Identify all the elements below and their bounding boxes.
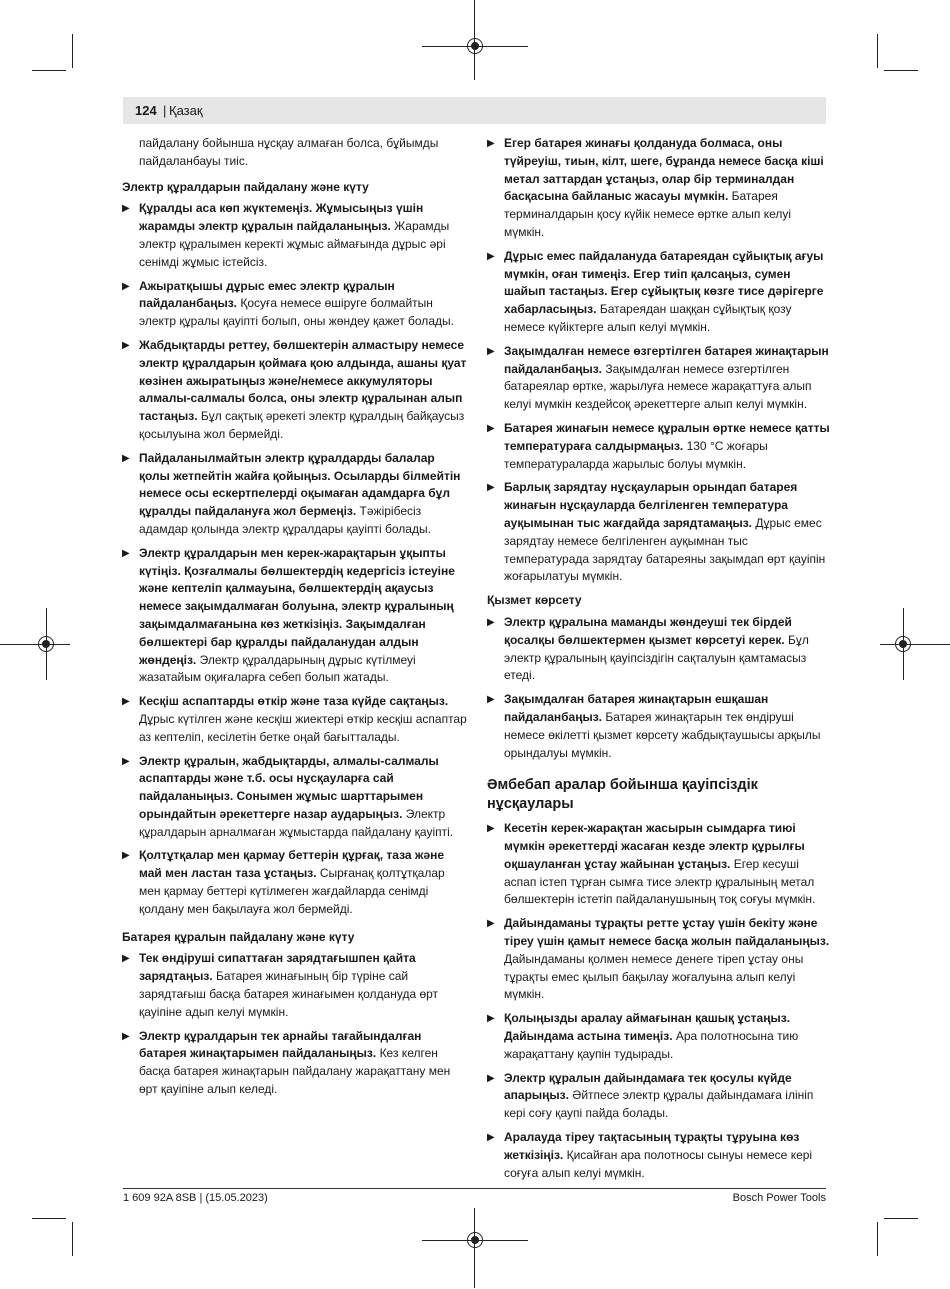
registration-mark-icon <box>467 1232 483 1248</box>
safety-instruction-item <box>122 950 467 1021</box>
bullet-arrow-icon: ▶ <box>122 755 130 767</box>
instruction-bold: Электр құралдарын тек арнайы тағайындалған батарея жинақтарымен пайдаланыңыз. <box>139 1028 422 1061</box>
footer-brand: Bosch Power Tools <box>732 1192 826 1204</box>
crop-mark <box>880 644 950 645</box>
intro-paragraph: пайдалану бойынша нұсқау алмаған болса, бұйымды пайдаланбауы тиіс. <box>139 136 439 168</box>
registration-mark-icon <box>895 636 911 652</box>
footer-divider <box>123 1188 826 1189</box>
instruction-text: Дайындаманы қолмен немесе денеге тіреп ұстау оны тұрақты емес қылып бақылау жоғалуына алып келуі мүмкін. <box>504 951 804 1002</box>
safety-instruction-item <box>487 248 832 337</box>
crop-mark <box>884 1218 918 1219</box>
crop-mark <box>0 644 70 645</box>
instruction-text: Қисайған ара полотносы сынуы немесе кері соғуға алып келуі мүмкін. <box>504 1147 813 1180</box>
instruction-text: Зақымдалған немесе өзгертілген батареялар өртке, жарылуға немесе жарақаттуға алып келуі мүмкін кездейсоқ әрекеттерге алып келуі мүмкін. <box>504 361 812 412</box>
instruction-bold: Батарея жинағын немесе құралын өртке немесе қатты температураға салдырмаңыз. <box>504 420 830 453</box>
safety-instruction-item <box>487 915 832 1004</box>
safety-instruction-item <box>122 278 467 331</box>
crop-mark <box>72 1222 73 1256</box>
instruction-bold: Зақымдалған немесе өзгертілген батарея жинақтарын пайдаланбаңыз. <box>504 343 829 376</box>
bullet-arrow-icon: ▶ <box>487 138 495 149</box>
instruction-bold: Дұрыс емес пайдалануда батареядан сұйықтық ағуы мүмкін, оған тимеңіз. Егер тиіп қалсаңыз, сумен шайып тастаңыз. Егер сұйықтық көзге тисе дәрігерге хабарласыңыз. <box>504 248 824 317</box>
bullet-arrow-icon: ▶ <box>122 696 130 708</box>
bullet-arrow-icon: ▶ <box>487 422 495 434</box>
registration-mark-icon <box>38 636 54 652</box>
bullet-arrow-icon: ▶ <box>487 1132 495 1144</box>
bullet-arrow-icon: ▶ <box>122 280 130 292</box>
safety-instruction-item <box>487 1010 832 1063</box>
crop-mark <box>32 70 66 71</box>
instruction-bold: Электр құралын дайындамаға тек қосулы күйде апарыңыз. <box>504 1070 792 1103</box>
bullet-arrow-icon: ▶ <box>487 918 495 930</box>
instruction-bold: Пайдаланылмайтын электр құралдарды балалар қолы жетпейтін жайға қойыңыз. Осыларды білмейтін немесе осы ескертпелерді оқымаған адамдарға бұл құралды пайдалануға жол бермеңіз. <box>139 450 461 519</box>
bullet-arrow-icon: ▶ <box>487 1072 495 1084</box>
registration-mark-icon <box>467 38 483 54</box>
bullet-arrow-icon: ▶ <box>122 339 130 351</box>
right-column <box>487 135 832 1188</box>
instruction-bold: Электр құралын, жабдықтарды, алмалы-салмалы аспаптарды және т.б. осы нұсқауларға сай пайдаланыңыз. Сонымен жұмыс шарттарымен орындайтын әрекеттерге назар аударыңыз. <box>139 753 439 821</box>
section-heading: Электр құралдарын пайдалану және күту <box>122 179 369 194</box>
instruction-text: Ара полотносына тию жарақаттану қаупін тудырады. <box>504 1029 799 1061</box>
bullet-arrow-icon: ▶ <box>487 345 495 357</box>
section-heading: Батарея құралын пайдалану және күту <box>122 929 355 944</box>
bullet-arrow-icon: ▶ <box>487 1013 495 1025</box>
safety-instruction-item <box>487 135 832 242</box>
section-title: Әмбебап аралар бойынша қауіпсіздік нұсқаулары <box>487 777 758 813</box>
bullet-arrow-icon: ▶ <box>487 250 495 262</box>
left-column <box>122 135 467 1105</box>
instruction-bold: Жабдықтарды реттеу, бөлшектерін алмастыру немесе электр құралдарын қоймаға қою алдында, ашаны қуат көзінен ажыратыңыз және/немесе аккумуляторы алмалы-салмалы болса, оны электр құралынан алып тастаңыз. <box>139 337 467 424</box>
safety-instruction-item <box>487 1129 832 1182</box>
crop-mark <box>877 1222 878 1256</box>
instruction-text: Электр құралдарын арналмаған жұмыстарда пайдалану қауіпті. <box>139 806 454 839</box>
instruction-text: Электр құралдарының дұрыс күтілмеуі жазатайым оқиғаларға себеп болып жатады. <box>139 652 416 685</box>
instruction-text: Батарея терминалдарын қосу күйік немесе өртке алып келуі мүмкін. <box>504 189 792 239</box>
safety-instruction-item <box>122 693 467 746</box>
bullet-arrow-icon: ▶ <box>122 953 130 965</box>
footer-doc-code: 1 609 92A 8SB | (15.05.2023) <box>123 1192 268 1204</box>
crop-mark <box>884 70 918 71</box>
instruction-bold: Дайындаманы тұрақты ретте ұстау үшін бекіту және тіреу үшін қамыт немесе басқа жолын пайдаланыңыз. <box>504 916 830 949</box>
instruction-bold: Құралды аса көп жүктемеңіз. Жұмысыңыз үшін жарамды электр құралын пайдаланыңыз. <box>139 201 424 234</box>
crop-mark <box>474 1208 475 1288</box>
bullet-arrow-icon: ▶ <box>122 452 130 464</box>
safety-instruction-item <box>487 691 832 762</box>
instruction-text: Әйтпесе электр құралы дайындамаға ілініп кері соғу қаупі пайда болады. <box>504 1088 814 1121</box>
instruction-text: Тәжірібесіз адамдар қолында электр құралдары қауіпті болады. <box>139 504 431 536</box>
instruction-bold: Электр құралдарын мен керек-жарақтарын ұқыпты күтіңіз. Қозғалмалы бөлшектердің кедергісіз істеуіне және кептеліп қалмауына, бөлшектердің ақаусыз немесе зақымдалмаған болуына, электр құралының зақымдалмағанына көз жеткізіңіз. Зақымдалған бөлшектері бар құралды пайдаланудан алдын жөндеңіз. <box>139 545 455 667</box>
safety-instruction-item <box>487 1070 832 1123</box>
instruction-bold: Электр құралына маманды жөндеуші тек бірдей қосалқы бөлшектермен қызмет көрсетуі керек. <box>504 614 792 647</box>
safety-instruction-item <box>487 420 832 473</box>
bullet-arrow-icon: ▶ <box>122 1030 130 1042</box>
instruction-text: 130 °C жоғары температураларда жарылыс болуы мүмкін. <box>504 438 768 471</box>
instruction-text: Бұл сақтық әрекеті электр құралдың байқаусыз қосылуына жол бермейді. <box>139 409 465 441</box>
bullet-arrow-icon: ▶ <box>487 616 495 628</box>
instruction-bold: Кесетін керек-жарақтан жасырын сымдарға тиюі мүмкін әрекеттерді жасаған кезде электр құрылғы оқшауланған ұстау жайынан ұстаңыз. <box>504 821 805 871</box>
instruction-text: Батареядан шаққан сұйықтық қозу немесе күйіктерге алып келуі мүмкін. <box>504 302 792 334</box>
safety-instruction-item <box>122 337 467 444</box>
safety-instruction-item <box>122 847 467 918</box>
instruction-bold: Ажыратқышы дұрыс емес электр құралын пайдаланбаңыз. <box>139 278 395 311</box>
safety-instruction-item <box>122 753 467 842</box>
page-language: Қазақ <box>169 103 203 118</box>
crop-mark <box>877 34 878 68</box>
bullet-arrow-icon: ▶ <box>122 203 130 215</box>
bullet-arrow-icon: ▶ <box>122 547 130 559</box>
header-separator: | <box>163 103 167 118</box>
bullet-arrow-icon: ▶ <box>487 482 495 494</box>
crop-mark <box>72 34 73 68</box>
safety-instruction-item <box>487 479 832 586</box>
instruction-bold: Егер батарея жинағы қолдануда болмаса, оны түйреуіш, тиын, кілт, шеге, бұранда немесе басқа кіші метал заттардан ұстаңыз, олар бір терминалдан басқасына байланыс жасауы мүмкін. <box>504 136 824 204</box>
instruction-bold: Қолтұтқалар мен қармау беттерін құрғақ, таза және май мен ластан таза ұстаңыз. <box>139 848 445 881</box>
instruction-text: Дұрыс күтілген және кесқіш жиектері өткір кесқіш аспаптар аз кептеліп, кесілетін бетке оңай бағытталады. <box>139 711 467 744</box>
bullet-arrow-icon: ▶ <box>487 694 495 706</box>
bullet-arrow-icon: ▶ <box>487 823 495 835</box>
instruction-bold: Қолыңызды аралау аймағынан қашық ұстаңыз. Дайындама астына тимеңіз. <box>504 1011 791 1044</box>
instruction-bold: Зақымдалған батарея жинақтарын ешқашан пайдаланбаңыз. <box>504 692 769 724</box>
instruction-text: Егер кесуші аспап істеп тұрған сымға тисе электр құралының метал бөлшектерін істетіп пайдаланушының тоқ соғуы мүмкін. <box>504 856 816 907</box>
crop-mark <box>32 1218 66 1219</box>
bullet-arrow-icon: ▶ <box>122 850 130 862</box>
safety-instruction-item <box>122 450 467 539</box>
page-number: 124 <box>135 103 157 118</box>
instruction-text: Бұл электр құралының қауіпсіздігін сақталуын қамтамасыз етеді. <box>504 632 809 683</box>
safety-instruction-item <box>122 545 467 687</box>
instruction-text: Батарея жинақтарын тек өндіруші немесе өкілетті қызмет көрсету жабдықтаушысы арқылы орындалуы мүмкін. <box>504 709 821 760</box>
instruction-bold: Кесқіш аспаптарды өткір және таза күйде сақтаңыз. <box>139 694 449 709</box>
safety-instruction-item <box>122 1028 467 1099</box>
safety-instruction-item <box>487 820 832 909</box>
instruction-bold: Аралауда тіреу тақтасының тұрақты тұруына көз жеткізіңіз. <box>504 1130 800 1162</box>
instruction-text: Кез келген басқа батарея жинақтарын пайдалану жарақаттану мен өрт қауіпіне алып келеді. <box>139 1046 451 1097</box>
page-header-bar <box>123 97 826 124</box>
instruction-text: Батарея жинағының бір түріне сай зарядтағыш басқа батарея жинағымен қолдануда өрт қауіпіне адып келуі мүмкін. <box>139 969 439 1019</box>
instruction-text: Жарамды электр құралымен керекті жұмыс аймағында дұрыс әрі сенімді жұмыс істейсіз. <box>139 219 450 269</box>
safety-instruction-item <box>487 343 832 414</box>
instruction-bold: Тек өндіруші сипаттаған зарядтағышпен қайта зарядтаңыз. <box>139 951 416 984</box>
instruction-bold: Барлық зарядтау нұсқауларын орындап батарея жинағын нұсқауларда белгіленген температура ауқымынан тыс жағдайда зарядтамаңыз. <box>504 480 798 530</box>
instruction-text: Дұрыс емес зарядтау немесе белгіленген ауқымнан тыс температурада зарядтау батареяны зақымдап өрт қауіпін жоғарылатуы мүмкін. <box>504 515 826 584</box>
instruction-text: Қосуға немесе өшіруге болмайтын электр құралы қауіпті болып, оны жөндеу қажет болады. <box>139 296 454 329</box>
section-heading: Қызмет көрсету <box>487 593 582 608</box>
instruction-text: Сырғанақ қолтұтқалар мен қармау беттері күтілмеген жағдайларда сенімді қолдану мен бақылауға жол бермейді. <box>139 866 445 916</box>
safety-instruction-item <box>487 614 832 685</box>
safety-instruction-item <box>122 200 467 271</box>
